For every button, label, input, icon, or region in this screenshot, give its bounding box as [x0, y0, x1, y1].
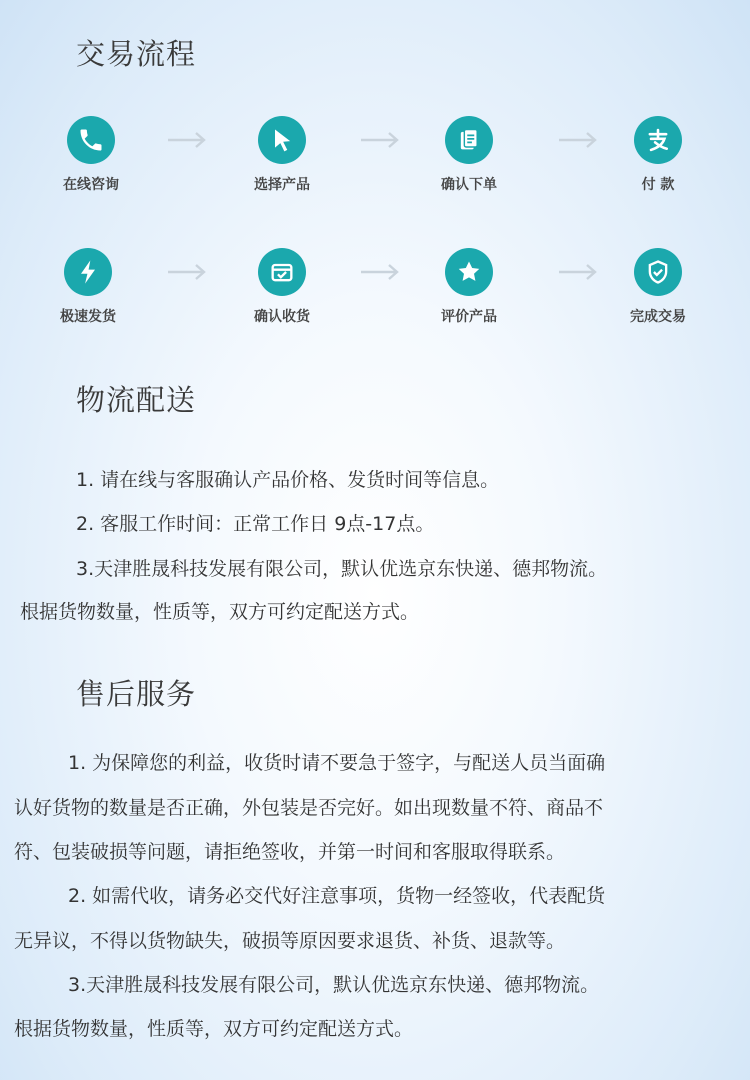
process-title: 交易流程 [76, 37, 197, 71]
step-label: 确认收货 [254, 309, 310, 325]
phone-icon [67, 116, 115, 164]
arrow-right-icon [167, 264, 207, 280]
step-label: 付 款 [641, 177, 675, 193]
logistics-line-3: 3.天津胜晟科技发展有限公司，默认优选京东快递、德邦物流。 [76, 558, 608, 580]
logistics-line-1: 1. 请在线与客服确认产品价格、发货时间等信息。 [76, 469, 500, 491]
aftersales-line-7: 根据货物数量，性质等，双方可约定配送方式。 [14, 1018, 414, 1040]
step-payment [598, 116, 718, 194]
alipay-icon [634, 116, 682, 164]
arrow-right-icon [360, 132, 400, 148]
step-rate-product [409, 248, 529, 326]
shield-check-icon [634, 248, 682, 296]
step-label: 评价产品 [441, 309, 497, 325]
step-label: 完成交易 [630, 309, 686, 325]
aftersales-line-1: 1. 为保障您的利益，收货时请不要急于签字，与配送人员当面确 [68, 752, 606, 774]
aftersales-title: 售后服务 [76, 677, 197, 711]
logistics-line-2: 2. 客服工作时间：正常工作日 9点-17点。 [76, 513, 435, 535]
step-label: 在线咨询 [63, 177, 119, 193]
aftersales-line-3: 符、包装破损等问题，请拒绝签收，并第一时间和客服取得联系。 [14, 841, 566, 863]
aftersales-line-4: 2. 如需代收，请务必交代好注意事项，货物一经签收，代表配货 [68, 885, 606, 907]
aftersales-line-5: 无异议，不得以货物缺失，破损等原因要求退货、补货、退款等。 [14, 930, 566, 952]
step-confirm-receipt [222, 248, 342, 326]
logistics-title: 物流配送 [76, 383, 197, 417]
step-label: 确认下单 [441, 177, 497, 193]
arrow-right-icon [167, 132, 207, 148]
step-confirm-order [409, 116, 529, 194]
step-complete-transaction [598, 248, 718, 326]
step-label: 极速发货 [60, 309, 116, 325]
step-fast-delivery [28, 248, 148, 326]
step-label: 选择产品 [254, 177, 310, 193]
logistics-line-4: 根据货物数量，性质等，双方可约定配送方式。 [20, 601, 420, 623]
document-icon [445, 116, 493, 164]
aftersales-line-6: 3.天津胜晟科技发展有限公司，默认优选京东快递、德邦物流。 [68, 974, 600, 996]
star-icon [445, 248, 493, 296]
aftersales-line-2: 认好货物的数量是否正确，外包装是否完好。如出现数量不符、商品不 [14, 797, 604, 819]
arrow-right-icon [360, 264, 400, 280]
step-choose-product [222, 116, 342, 194]
arrow-right-icon [558, 264, 598, 280]
lightning-icon [64, 248, 112, 296]
box-icon [258, 248, 306, 296]
cursor-icon [258, 116, 306, 164]
arrow-right-icon [558, 132, 598, 148]
step-online-consult [31, 116, 151, 194]
